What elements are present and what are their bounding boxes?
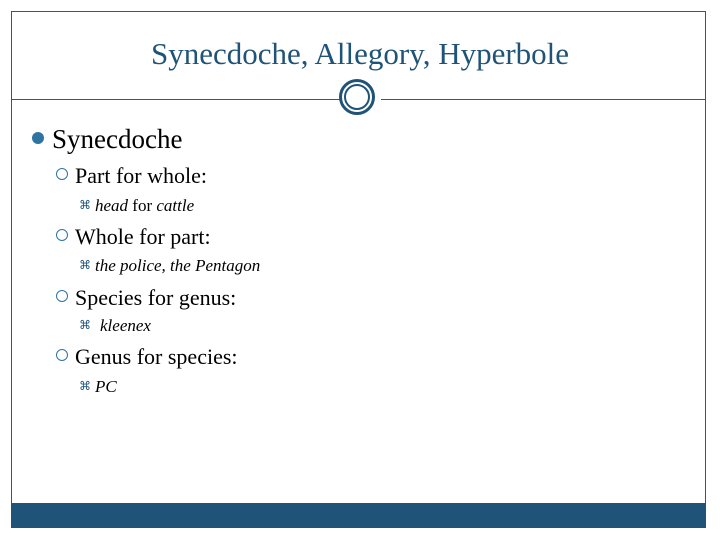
hollow-circle-bullet-icon bbox=[56, 168, 68, 180]
arrow-bullet-icon: ⌘ bbox=[79, 258, 91, 272]
filled-circle-bullet-icon bbox=[32, 132, 44, 144]
example-genus-for-species bbox=[79, 377, 117, 397]
arrow-bullet-icon: ⌘ bbox=[79, 318, 91, 332]
bullet-synecdoche bbox=[32, 124, 182, 155]
example-whole-for-part bbox=[79, 256, 260, 276]
sub-bullet-text: Genus for species: bbox=[75, 344, 238, 369]
title-ring-ornament bbox=[339, 79, 375, 115]
example-text: kleenex bbox=[100, 316, 151, 335]
example-text: the police, the Pentagon bbox=[95, 256, 261, 275]
hollow-circle-bullet-icon bbox=[56, 290, 68, 302]
sub-bullet-text: Species for genus: bbox=[75, 285, 237, 310]
example-text-cattle: cattle bbox=[156, 196, 195, 215]
sub-bullet-species-for-genus bbox=[56, 285, 236, 311]
title-divider-left bbox=[11, 99, 340, 100]
sub-bullet-whole-for-part bbox=[56, 224, 211, 250]
slide-title: Synecdoche, Allegory, Hyperbole bbox=[150, 36, 570, 71]
sub-bullet-genus-for-species bbox=[56, 344, 238, 370]
hollow-circle-bullet-icon bbox=[56, 349, 68, 361]
sub-bullet-part-for-whole bbox=[56, 163, 207, 189]
title-divider-right bbox=[381, 99, 706, 100]
arrow-bullet-icon: ⌘ bbox=[79, 198, 91, 212]
sub-bullet-text: Whole for part: bbox=[75, 224, 211, 249]
example-text-for: for bbox=[128, 196, 157, 215]
arrow-bullet-icon: ⌘ bbox=[79, 379, 91, 393]
footer-bar bbox=[11, 503, 706, 528]
example-species-for-genus bbox=[79, 316, 151, 336]
example-part-for-whole bbox=[79, 196, 194, 216]
hollow-circle-bullet-icon bbox=[56, 229, 68, 241]
bullet-text: Synecdoche bbox=[52, 124, 183, 154]
sub-bullet-text: Part for whole: bbox=[75, 163, 207, 188]
example-text: PC bbox=[95, 377, 117, 396]
example-text-head: head bbox=[95, 196, 129, 215]
